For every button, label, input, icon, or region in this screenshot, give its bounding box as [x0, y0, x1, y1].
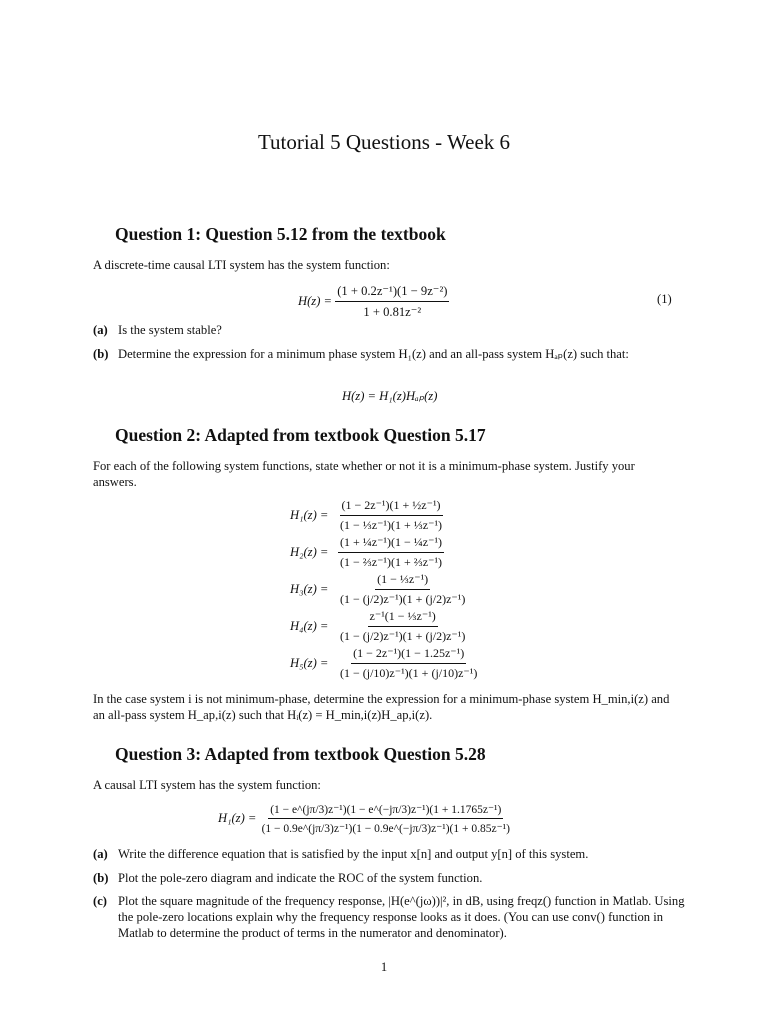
q1-a-label: (a) [93, 323, 108, 337]
page-number: 1 [380, 960, 388, 974]
q2-h3-numerator: (1 − ⅓z⁻¹) [375, 572, 430, 590]
q2-h1-fraction [338, 498, 444, 533]
q2-h5-denominator: (1 − (j/10)z⁻¹)(1 + (j/10)z⁻¹) [340, 666, 478, 680]
q1-heading: Question 1: Question 5.12 from the textbook [115, 224, 446, 244]
q2-system-row [290, 497, 479, 534]
q1-part-a [93, 322, 675, 338]
q2-h2-fraction [338, 535, 444, 570]
q3-eq-fraction [260, 802, 512, 835]
q3-eq-numerator: (1 − e^(jπ/3)z⁻¹)(1 − e^(−jπ/3)z⁻¹)(1 + 1.1765z⁻¹) [268, 802, 503, 819]
q1-intro: A discrete-time causal LTI system has the system function: [93, 258, 390, 272]
q2-h3-denominator: (1 − (j/2)z⁻¹)(1 + (j/2)z⁻¹) [340, 592, 466, 606]
q2-h1-denominator: (1 − ⅓z⁻¹)(1 + ⅓z⁻¹) [340, 518, 443, 532]
q2-system-row [290, 608, 479, 645]
q2-heading: Question 2: Adapted from textbook Question 5.17 [115, 425, 486, 445]
q2-h5-fraction [338, 646, 479, 681]
q3-eq-denominator: (1 − 0.9e^(jπ/3)z⁻¹)(1 − 0.9e^(−jπ/3)z⁻¹)(1 + 0.85z⁻¹) [261, 823, 510, 835]
q3-part-c [93, 893, 700, 941]
q3-part-b [93, 870, 675, 886]
q1-eq-denominator: 1 + 0.81z⁻² [363, 305, 422, 319]
q2-h1-numerator: (1 − 2z⁻¹)(1 + ½z⁻¹) [340, 498, 443, 516]
q2-h3-fraction [338, 572, 467, 607]
q1-b-label: (b) [93, 347, 109, 361]
q2-h1-lhs: H₁(z) = [290, 508, 329, 522]
q2-system-row [290, 534, 479, 571]
q2-h2-lhs: H₂(z) = [290, 545, 329, 559]
q2-h3-lhs: H₃(z) = [290, 582, 329, 596]
q2-system-row [290, 571, 479, 608]
q1-a-text: Is the system stable? [118, 323, 222, 337]
q2-outro: In the case system i is not minimum-phase, determine the expression for a minimum-phase system H_min,i(z) and an all-pass system H_ap,i(z) such that Hᵢ(z) = H_min,i(z)H_ap,i(z). [93, 692, 670, 722]
q3-a-text: Write the difference equation that is satisfied by the input x[n] and output y[n] of this system. [118, 847, 589, 861]
q3-eq-lhs: H₁(z) = [218, 811, 257, 825]
q2-h4-fraction [338, 609, 467, 644]
q2-h4-denominator: (1 − (j/2)z⁻¹)(1 + (j/2)z⁻¹) [340, 629, 466, 643]
q3-equation [218, 802, 512, 835]
q2-h5-lhs: H₅(z) = [290, 656, 329, 670]
q1-eq-number: (1) [657, 292, 672, 306]
q3-part-a [93, 846, 675, 862]
q2-system-row [290, 645, 479, 682]
q1-eq-fraction [335, 283, 449, 320]
q2-h2-numerator: (1 + ¼z⁻¹)(1 − ¼z⁻¹) [338, 535, 444, 553]
q2-system-list [290, 497, 479, 682]
q1-eq-numerator: (1 + 0.2z⁻¹)(1 − 9z⁻²) [335, 283, 449, 302]
q3-c-label: (c) [93, 894, 107, 908]
q3-a-label: (a) [93, 847, 108, 861]
q1-b-text: Determine the expression for a minimum phase system H₁(z) and an all-pass system Hₐₚ(z) such that: [118, 347, 629, 361]
page-title: Tutorial 5 Questions - Week 6 [257, 130, 511, 154]
q3-c-text: Plot the square magnitude of the frequency response, |H(e^(jω))|², in dB, using freqz() function in Matlab. Using the pole-zero locations explain why the frequency response looks as it does. (You can use conv() function in Matlab to determine the product of terms in the numerator and denominator). [118, 894, 685, 940]
q1-equation [298, 283, 449, 320]
q2-h4-numerator: z⁻¹(1 − ⅓z⁻¹) [368, 609, 438, 627]
q2-h5-numerator: (1 − 2z⁻¹)(1 − 1.25z⁻¹) [351, 646, 466, 664]
q3-b-text: Plot the pole-zero diagram and indicate the ROC of the system function. [118, 871, 483, 885]
q2-intro: For each of the following system functions, state whether or not it is a minimum-phase system. Justify your answers. [93, 459, 635, 489]
q3-b-label: (b) [93, 871, 109, 885]
q3-intro: A causal LTI system has the system function: [93, 778, 321, 792]
q3-heading: Question 3: Adapted from textbook Question 5.28 [115, 744, 486, 764]
q1-b-equation: H(z) = H₁(z)Hₐₚ(z) [342, 389, 438, 403]
q1-eq-lhs: H(z) = [298, 294, 333, 308]
q2-h4-lhs: H₄(z) = [290, 619, 329, 633]
q2-h2-denominator: (1 − ⅔z⁻¹)(1 + ⅔z⁻¹) [340, 555, 443, 569]
q1-part-b [93, 346, 700, 362]
